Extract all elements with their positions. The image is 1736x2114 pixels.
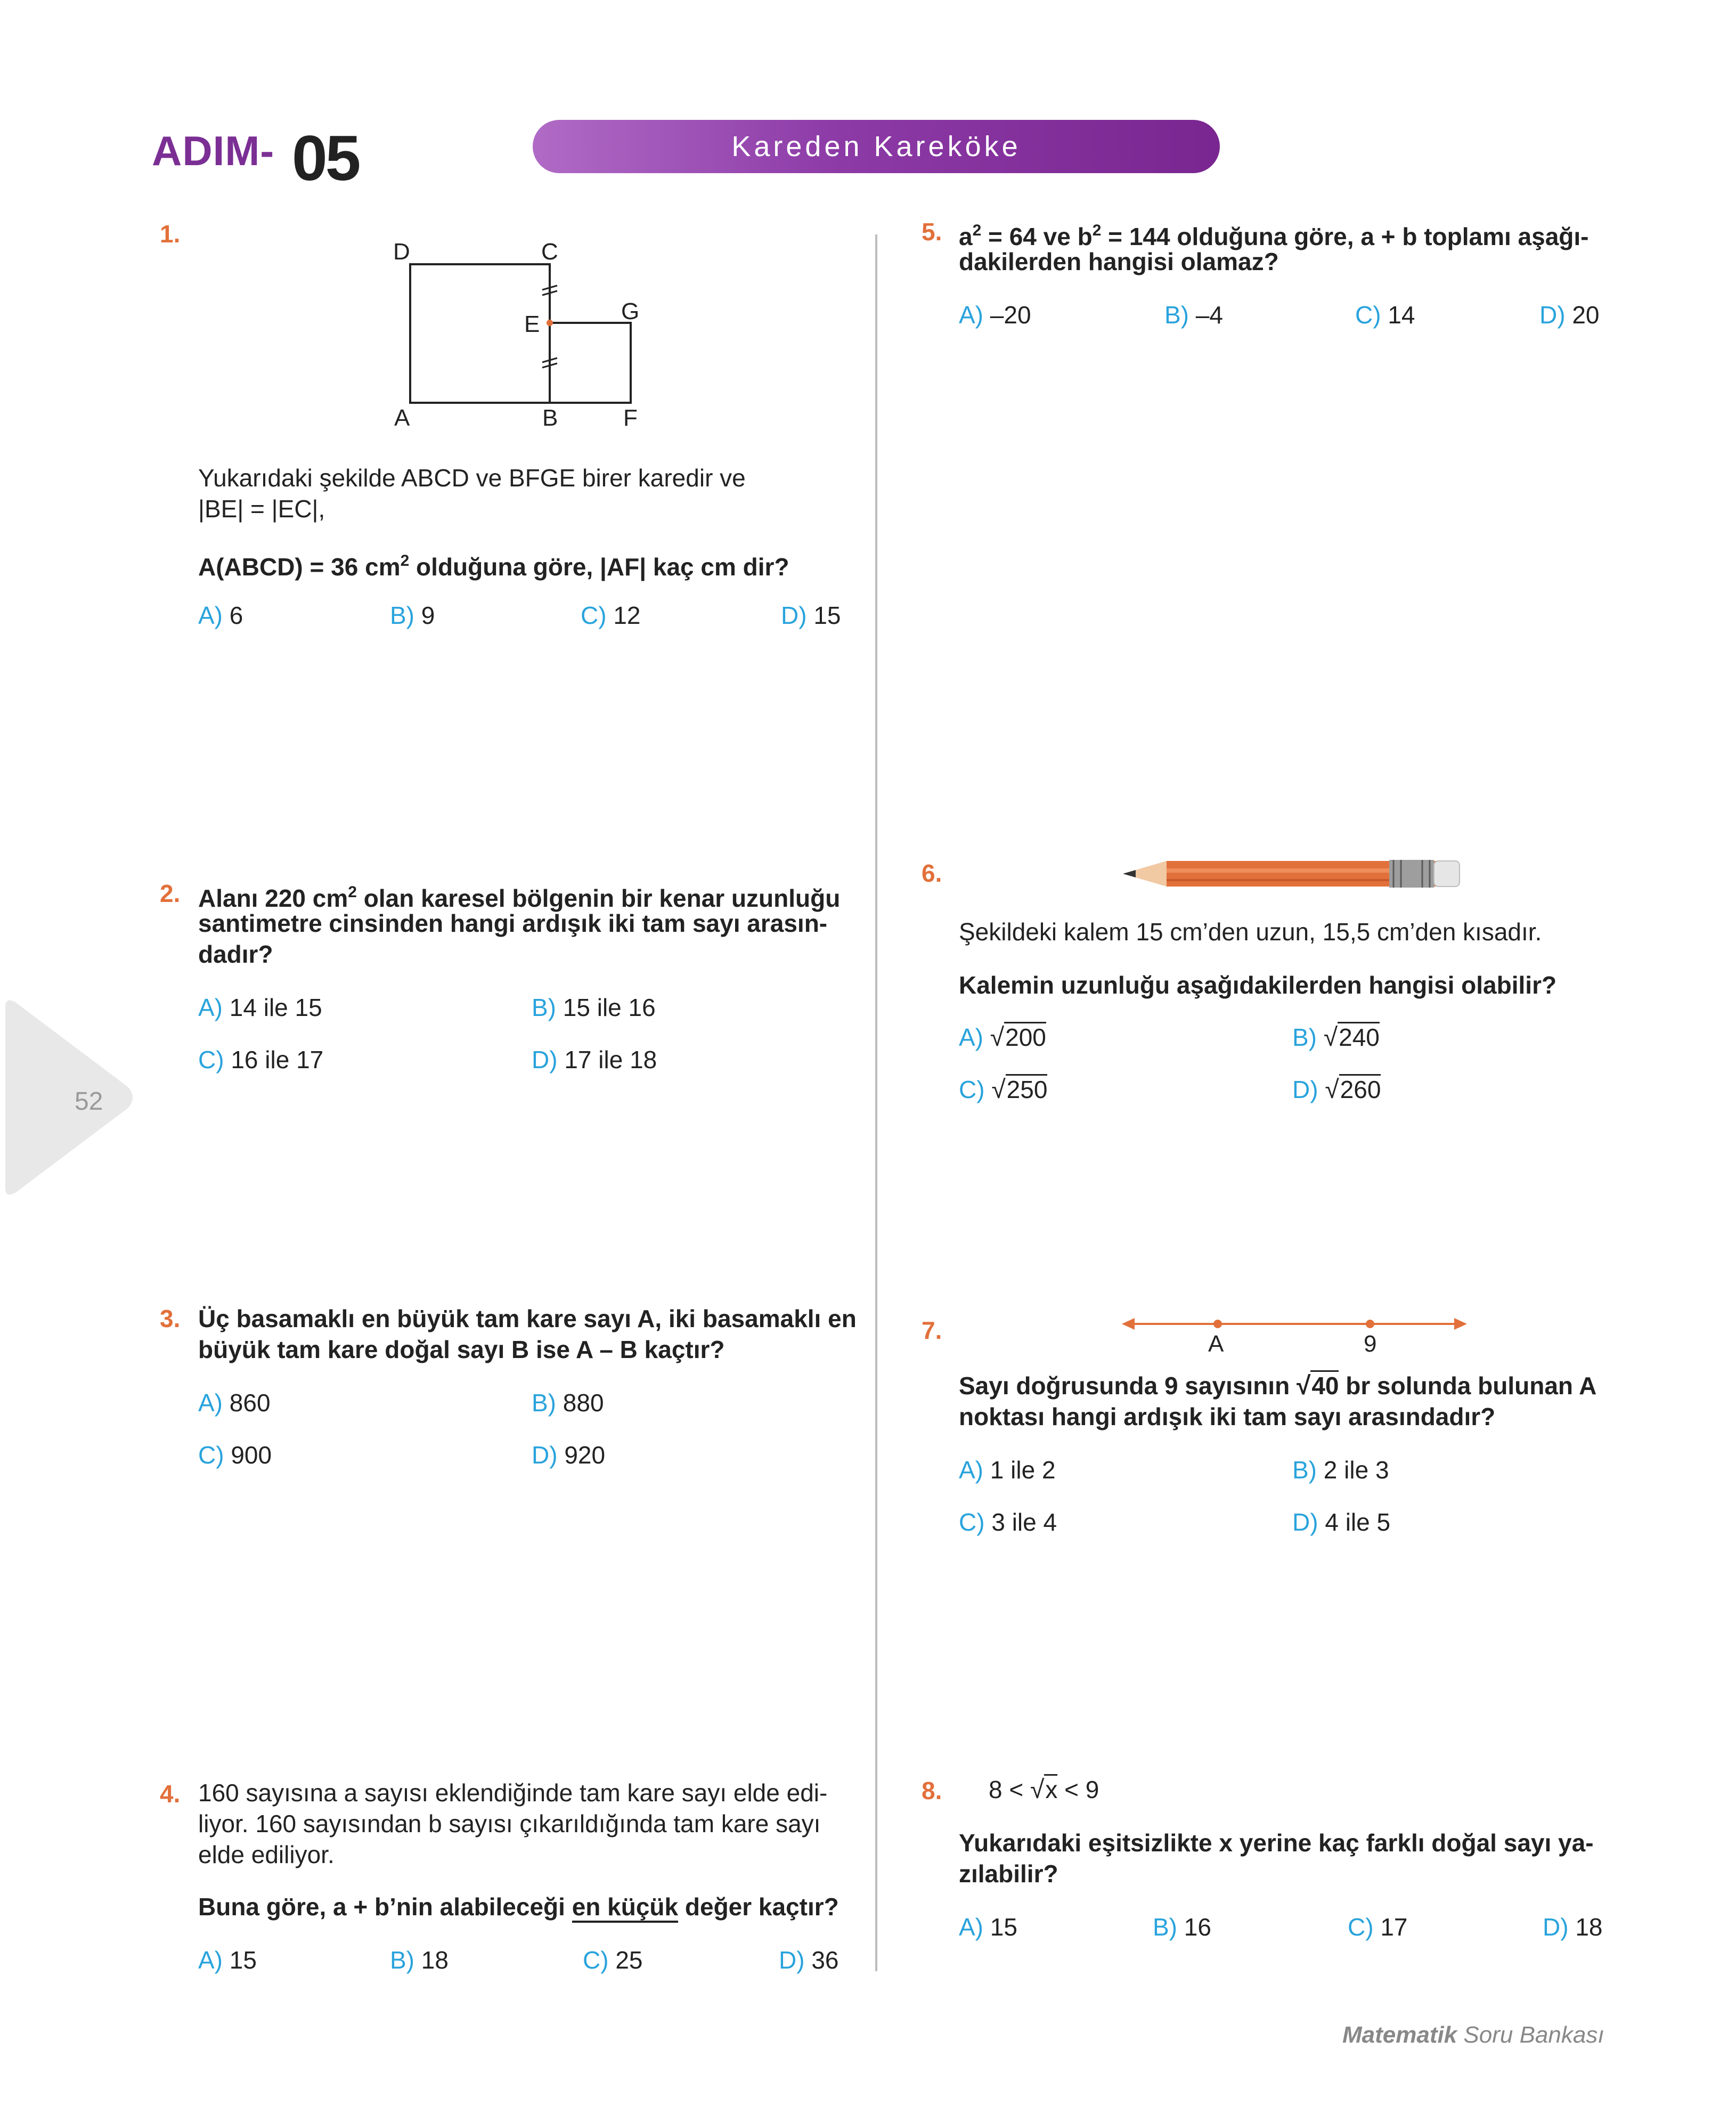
question-7-line-2: noktası hangi ardışık iki tam sayı arasındadır? — [959, 1403, 1496, 1430]
question-3-line-2: büyük tam kare doğal sayı B ise A – B kaçtır? — [198, 1336, 725, 1363]
question-6-ask: Kalemin uzunluğu aşağıdakilerden hangisi olabilir? — [959, 971, 1557, 999]
topic-banner: Kareden Kareköke — [533, 120, 1220, 173]
question-7-number: 7. — [922, 1316, 942, 1344]
question-5-option-d[interactable]: D) 20 — [1539, 301, 1600, 329]
page-tab-triangle-icon — [0, 996, 138, 1199]
question-2-line-2: santimetre cinsinden hangi ardışık iki tam sayı arasın- — [198, 909, 828, 937]
question-2-number: 2. — [160, 880, 181, 907]
label-e: E — [524, 311, 540, 337]
question-8-option-a[interactable]: A) 15 — [959, 1913, 1017, 1941]
label-g: G — [621, 298, 640, 324]
question-7-line-1: Sayı doğrusunda 9 sayısının √40 br solunda bulunan A — [959, 1370, 1596, 1402]
point-a-dot — [1213, 1320, 1222, 1328]
number-line — [1119, 1311, 1470, 1337]
question-1-option-b[interactable]: B) 9 — [390, 601, 435, 629]
question-8-option-d[interactable]: D) 18 — [1543, 1913, 1603, 1941]
pencil-icon — [1119, 858, 1470, 890]
question-4-option-b[interactable]: B) 18 — [390, 1946, 449, 1974]
question-1-option-a[interactable]: A) 6 — [198, 601, 243, 629]
question-3-option-b[interactable]: B) 880 — [532, 1389, 604, 1417]
question-2-option-a[interactable]: A) 14 ile 15 — [198, 994, 322, 1021]
question-6-option-c[interactable]: C) √250 — [959, 1075, 1047, 1104]
page-number: 52 — [75, 1087, 103, 1116]
question-8-option-c[interactable]: C) 17 — [1348, 1913, 1408, 1941]
point-e-dot — [547, 320, 553, 326]
question-5-line-2: dakilerden hangisi olamaz? — [959, 248, 1279, 275]
question-1-number: 1. — [160, 220, 181, 248]
question-6-option-b[interactable]: B) √240 — [1292, 1023, 1380, 1052]
question-3-number: 3. — [160, 1305, 181, 1332]
question-4-line-3: elde ediliyor. — [198, 1841, 335, 1868]
question-6-option-a[interactable]: A) √200 — [959, 1023, 1046, 1052]
question-8-option-b[interactable]: B) 16 — [1153, 1913, 1211, 1941]
question-5-number: 5. — [922, 218, 942, 246]
question-8-line-1: Yukarıdaki eşitsizlikte x yerine kaç farklı doğal sayı ya- — [959, 1829, 1594, 1857]
question-4-option-a[interactable]: A) 15 — [198, 1946, 257, 1974]
label-d: D — [393, 239, 410, 265]
number-line-label-9: 9 — [1364, 1331, 1377, 1357]
question-7-option-d[interactable]: D) 4 ile 5 — [1292, 1508, 1391, 1536]
question-6-text: Şekildeki kalem 15 cm’den uzun, 15,5 cm’den kısadır. — [959, 918, 1542, 946]
question-5-option-b[interactable]: B) –4 — [1164, 301, 1223, 329]
question-3-line-1: Üç basamaklı en büyük tam kare sayı A, iki basamaklı en — [198, 1305, 857, 1332]
question-7-option-b[interactable]: B) 2 ile 3 — [1292, 1456, 1389, 1484]
point-nine-dot — [1366, 1320, 1374, 1328]
step-number: 05 — [292, 123, 359, 194]
question-8-line-2: zılabilir? — [959, 1860, 1058, 1888]
question-8-inequality: 8 < √x < 9 — [989, 1774, 1099, 1806]
step-label: ADIM- — [152, 127, 275, 174]
question-5-option-c[interactable]: C) 14 — [1355, 301, 1415, 329]
question-1-ask: A(ABCD) = 36 $cm^2$ olduğuna göre, |AF| kaç cm dir? — [198, 552, 789, 581]
question-1-option-d[interactable]: D) 15 — [781, 601, 841, 629]
question-2-option-b[interactable]: B) 15 ile 16 — [532, 994, 656, 1021]
question-1-text-2: |BE| = |EC|, — [198, 495, 325, 523]
label-f: F — [623, 405, 638, 431]
question-4-option-c[interactable]: C) 25 — [583, 1946, 643, 1974]
label-b: B — [542, 405, 558, 431]
question-3-option-c[interactable]: C) 900 — [198, 1441, 272, 1469]
question-4-option-d[interactable]: D) 36 — [779, 1946, 839, 1974]
question-4-line-2: liyor. 160 sayısından b sayısı çıkarıldığında tam kare sayı — [198, 1810, 821, 1837]
question-2-line-3: dadır? — [198, 940, 273, 968]
question-7-option-c[interactable]: C) 3 ile 4 — [959, 1508, 1057, 1536]
question-2-option-c[interactable]: C) 16 ile 17 — [198, 1046, 324, 1074]
question-7-option-a[interactable]: A) 1 ile 2 — [959, 1456, 1056, 1484]
question-1-option-c[interactable]: C) 12 — [581, 601, 641, 629]
question-4-ask: Buna göre, a + b’nin alabileceği en küçük değer kaçtır? — [198, 1891, 839, 1922]
question-3-option-d[interactable]: D) 920 — [532, 1441, 606, 1469]
question-5-line-1: $a^2 = 64$ ve $b^2 = 144$ olduğuna göre, a + b toplamı aşağı- — [959, 222, 1589, 250]
question-6-option-d[interactable]: D) √260 — [1292, 1075, 1381, 1104]
question-4-number: 4. — [160, 1780, 181, 1808]
question-6-number: 6. — [922, 859, 942, 887]
question-3-option-a[interactable]: A) 860 — [198, 1389, 271, 1417]
question-5-option-a[interactable]: A) –20 — [959, 301, 1031, 329]
label-c: C — [541, 239, 558, 265]
footer-brand: Matematik Soru Bankası — [1342, 2022, 1604, 2048]
question-2-line-1: Alanı 220 $cm^2$ olan karesel bölgenin bir kenar uzunluğu — [198, 883, 841, 912]
square-bfge — [550, 323, 631, 403]
question-4-line-1: 160 sayısına a sayısı eklendiğinde tam kare sayı elde edi- — [198, 1779, 828, 1807]
column-divider — [875, 234, 877, 1971]
question-2-option-d[interactable]: D) 17 ile 18 — [532, 1046, 657, 1074]
question-1-text-1: Yukarıdaki şekilde ABCD ve BFGE birer karedir ve — [198, 464, 746, 492]
question-8-number: 8. — [922, 1777, 942, 1804]
label-a: A — [394, 405, 410, 431]
number-line-label-a: A — [1208, 1331, 1224, 1357]
